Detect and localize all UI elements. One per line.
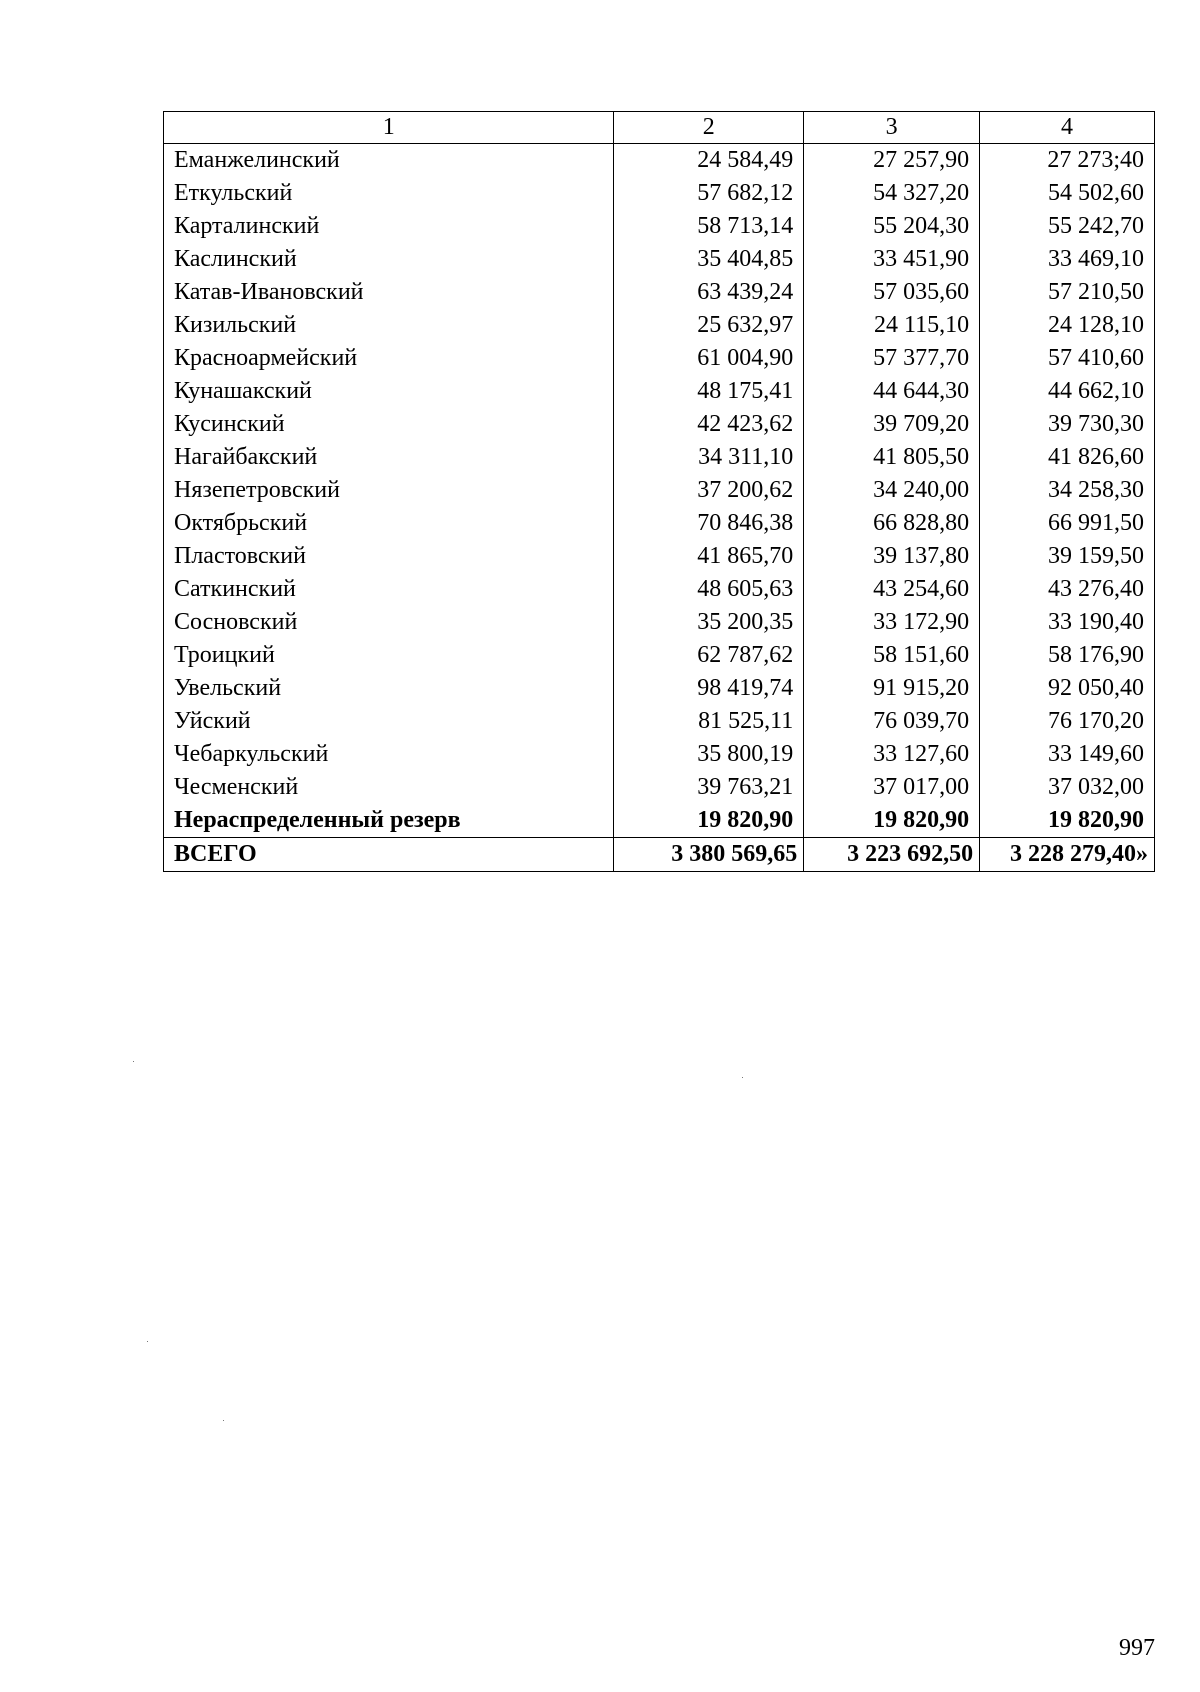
table-row <box>164 705 1155 738</box>
row-name: Еткульский <box>164 177 614 210</box>
cell-col4: 55 242,70 <box>980 210 1155 243</box>
scan-speck <box>133 1061 134 1062</box>
cell-col4: 57 210,50 <box>980 276 1155 309</box>
table-row <box>164 639 1155 672</box>
cell-col2: 62 787,62 <box>614 639 804 672</box>
cell-col4: 41 826,60 <box>980 441 1155 474</box>
table-row <box>164 144 1155 178</box>
cell-col2: 57 682,12 <box>614 177 804 210</box>
cell-col2: 37 200,62 <box>614 474 804 507</box>
cell-col2: 19 820,90 <box>614 804 804 838</box>
cell-col4: 39 730,30 <box>980 408 1155 441</box>
cell-col4: 3 228 279,40» <box>980 838 1155 872</box>
cell-col3: 57 377,70 <box>804 342 980 375</box>
cell-col4: 57 410,60 <box>980 342 1155 375</box>
column-header: 4 <box>980 112 1155 144</box>
cell-col4: 27 273;40 <box>980 144 1155 178</box>
row-name: Уйский <box>164 705 614 738</box>
cell-col4: 24 128,10 <box>980 309 1155 342</box>
table-row <box>164 474 1155 507</box>
cell-col2: 24 584,49 <box>614 144 804 178</box>
cell-col3: 39 709,20 <box>804 408 980 441</box>
row-name: Кусинский <box>164 408 614 441</box>
cell-col2: 35 200,35 <box>614 606 804 639</box>
scan-speck <box>223 1420 224 1421</box>
cell-col2: 98 419,74 <box>614 672 804 705</box>
cell-col3: 55 204,30 <box>804 210 980 243</box>
row-name: Пластовский <box>164 540 614 573</box>
cell-col4: 92 050,40 <box>980 672 1155 705</box>
cell-col4: 19 820,90 <box>980 804 1155 838</box>
cell-col2: 3 380 569,65 <box>614 838 804 872</box>
header-row <box>164 112 1155 144</box>
table-row <box>164 672 1155 705</box>
cell-col2: 48 175,41 <box>614 375 804 408</box>
table-row <box>164 342 1155 375</box>
page-number: 997 <box>1119 1635 1155 1661</box>
cell-col3: 33 451,90 <box>804 243 980 276</box>
scan-speck <box>147 1341 148 1342</box>
cell-col4: 66 991,50 <box>980 507 1155 540</box>
cell-col3: 39 137,80 <box>804 540 980 573</box>
cell-col4: 44 662,10 <box>980 375 1155 408</box>
cell-col3: 43 254,60 <box>804 573 980 606</box>
cell-col3: 66 828,80 <box>804 507 980 540</box>
table-row <box>164 738 1155 771</box>
cell-col2: 25 632,97 <box>614 309 804 342</box>
cell-col2: 61 004,90 <box>614 342 804 375</box>
cell-col2: 42 423,62 <box>614 408 804 441</box>
cell-col3: 58 151,60 <box>804 639 980 672</box>
reserve-row <box>164 804 1155 838</box>
row-name: Каслинский <box>164 243 614 276</box>
row-name: Карталинский <box>164 210 614 243</box>
cell-col4: 76 170,20 <box>980 705 1155 738</box>
row-name: Кизильский <box>164 309 614 342</box>
table-row <box>164 309 1155 342</box>
row-name: Увельский <box>164 672 614 705</box>
cell-col3: 3 223 692,50 <box>804 838 980 872</box>
table-row <box>164 243 1155 276</box>
cell-col3: 33 172,90 <box>804 606 980 639</box>
cell-col4: 58 176,90 <box>980 639 1155 672</box>
table-row <box>164 210 1155 243</box>
row-name: Чебаркульский <box>164 738 614 771</box>
cell-col3: 54 327,20 <box>804 177 980 210</box>
cell-col3: 57 035,60 <box>804 276 980 309</box>
cell-col4: 33 469,10 <box>980 243 1155 276</box>
table-row <box>164 375 1155 408</box>
cell-col3: 34 240,00 <box>804 474 980 507</box>
column-header: 3 <box>804 112 980 144</box>
column-header: 1 <box>164 112 614 144</box>
cell-col2: 39 763,21 <box>614 771 804 804</box>
scan-speck <box>742 1077 743 1078</box>
cell-col3: 24 115,10 <box>804 309 980 342</box>
table-row <box>164 276 1155 309</box>
column-header: 2 <box>614 112 804 144</box>
row-name: Нагайбакский <box>164 441 614 474</box>
cell-col3: 27 257,90 <box>804 144 980 178</box>
row-name: Троицкий <box>164 639 614 672</box>
row-name: Октябрьский <box>164 507 614 540</box>
row-name: Саткинский <box>164 573 614 606</box>
row-name: Нязепетровский <box>164 474 614 507</box>
cell-col2: 58 713,14 <box>614 210 804 243</box>
table-row <box>164 177 1155 210</box>
cell-col3: 33 127,60 <box>804 738 980 771</box>
cell-col2: 35 404,85 <box>614 243 804 276</box>
table-row <box>164 441 1155 474</box>
cell-col4: 37 032,00 <box>980 771 1155 804</box>
cell-col3: 19 820,90 <box>804 804 980 838</box>
cell-col2: 35 800,19 <box>614 738 804 771</box>
cell-col3: 37 017,00 <box>804 771 980 804</box>
cell-col4: 39 159,50 <box>980 540 1155 573</box>
cell-col3: 91 915,20 <box>804 672 980 705</box>
cell-col4: 33 190,40 <box>980 606 1155 639</box>
cell-col3: 44 644,30 <box>804 375 980 408</box>
table-row <box>164 507 1155 540</box>
cell-col4: 33 149,60 <box>980 738 1155 771</box>
row-name: Сосновский <box>164 606 614 639</box>
table-row <box>164 606 1155 639</box>
total-row <box>164 838 1155 872</box>
table-row <box>164 573 1155 606</box>
table-row <box>164 408 1155 441</box>
row-name: Красноармейский <box>164 342 614 375</box>
cell-col2: 48 605,63 <box>614 573 804 606</box>
row-name: Еманжелинский <box>164 144 614 178</box>
cell-col3: 76 039,70 <box>804 705 980 738</box>
cell-col4: 43 276,40 <box>980 573 1155 606</box>
row-name: Кунашакский <box>164 375 614 408</box>
cell-col2: 81 525,11 <box>614 705 804 738</box>
table-row <box>164 540 1155 573</box>
cell-col2: 70 846,38 <box>614 507 804 540</box>
cell-col4: 54 502,60 <box>980 177 1155 210</box>
table-row <box>164 771 1155 804</box>
cell-col3: 41 805,50 <box>804 441 980 474</box>
row-name: Нераспределенный резерв <box>164 804 614 838</box>
row-name: ВСЕГО <box>164 838 614 872</box>
row-name: Чесменский <box>164 771 614 804</box>
cell-col2: 41 865,70 <box>614 540 804 573</box>
row-name: Катав-Ивановский <box>164 276 614 309</box>
budget-table <box>163 111 1155 872</box>
cell-col2: 63 439,24 <box>614 276 804 309</box>
cell-col4: 34 258,30 <box>980 474 1155 507</box>
cell-col2: 34 311,10 <box>614 441 804 474</box>
